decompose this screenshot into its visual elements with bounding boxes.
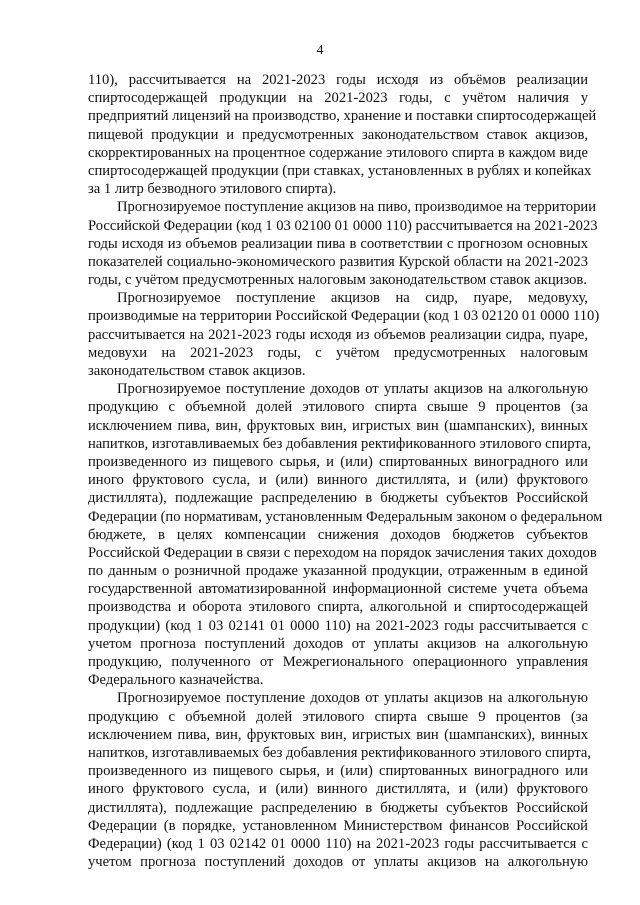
text-line: законодательством ставок акцизов.: [88, 363, 306, 379]
paragraph-alcohol-excise-02142: [88, 689, 592, 871]
text-line: иного фруктового сусла, и (или) винного дистиллята, и (или) фруктового: [88, 472, 588, 489]
text-line: напитков, изготавливаемых без добавления ректификованного этилового спирта,: [88, 744, 592, 761]
text-line: по данным о розничной продаже указанной продукции, отраженным в единой: [88, 563, 588, 580]
text-line: дистиллята), подлежащие распределению в бюджеты субъектов Российской: [88, 799, 588, 816]
text-line: продукцию с объемной долей этилового спирта свыше 9 процентов (за: [88, 399, 588, 416]
text-line: продукцию, полученного от Межрегионального операционного управления: [88, 654, 588, 670]
text-line: Прогнозируемое поступление акцизов на сидр, пуаре, медовуху,: [117, 290, 588, 307]
text-line: дистиллята), подлежащие распределению в бюджеты субъектов Российской: [88, 490, 588, 507]
text-line: рассчитывается на 2021-2023 годы исходя из объемов реализации сидра, пуаре,: [88, 326, 588, 343]
text-line: бюджете, в целях компенсации снижения доходов бюджетов субъектов: [88, 526, 588, 543]
paragraph-alcohol-excise-02141: [88, 380, 603, 689]
text-line: показателей социально-экономического развития Курской области на 2021-2023: [88, 253, 588, 270]
text-line: производимые на территории Российской Федерации (код 1 03 02120 01 0000 110): [88, 308, 600, 325]
text-line: произведенного из пищевого сырья, и (или) спиртованных виноградного или: [88, 763, 588, 780]
text-line: исключением пива, вин, фруктовых вин, игристых вин (шампанских), винных: [88, 726, 588, 743]
text-line: напитков, изготавливаемых без добавления ректификованного этилового спирта,: [88, 435, 592, 452]
text-line: Федерации (по нормативам, установленным Федеральным законом о федеральном: [88, 508, 603, 525]
text-line: спиртосодержащей продукции на 2021-2023 годы, с учётом наличия у: [88, 90, 588, 107]
text-line: спиртосодержащей продукции (при ставках, установленных в рублях и копейках: [88, 162, 592, 179]
text-line: 110), рассчитывается на 2021-2023 годы исходя из объёмов реализации: [88, 72, 588, 88]
text-line: скорректированных на процентное содержание этилового спирта в каждом виде: [88, 144, 588, 161]
text-line: Прогнозируемое поступление доходов от уплаты акцизов на алкогольную: [117, 381, 588, 398]
text-line: Российской Федерации (код 1 03 02100 01 0000 110) рассчитывается на 2021-2023: [88, 217, 598, 234]
text-line: Федерации) (код 1 03 02142 01 0000 110) на 2021-2023 годы рассчитывается с: [88, 835, 588, 852]
text-line: иного фруктового сусла, и (или) винного дистиллята, и (или) фруктового: [88, 781, 588, 798]
text-line: Прогнозируемое поступление доходов от уплаты акцизов на алкогольную: [117, 690, 588, 707]
text-line: продукции) (код 1 03 02141 01 0000 110) на 2021-2023 годы рассчитывается с: [88, 617, 588, 634]
text-line: государственной автоматизированной информационной системе учета объема: [88, 581, 588, 598]
text-line: учетом прогноза поступлений доходов от уплаты акцизов на алкогольную: [88, 854, 588, 871]
paragraph-spirit-products: [88, 71, 597, 198]
text-line: за 1 литр безводного этилового спирта).: [88, 181, 337, 198]
text-line: производства и оборота этилового спирта, алкогольной и спиртосодержащей: [88, 599, 588, 616]
text-line: годы, с учётом предусмотренных налоговым законодательством ставок акцизов.: [88, 272, 587, 289]
text-line: произведенного из пищевого сырья, и (или) спиртованных виноградного или: [88, 453, 588, 470]
text-line: учетом прогноза поступлений доходов от уплаты акцизов на алкогольную: [88, 635, 588, 652]
text-line: Федерального казначейства.: [88, 672, 264, 689]
text-line: медовухи на 2021-2023 годы, с учётом предусмотренных налоговым: [88, 344, 588, 361]
text-line: Федерации (в порядке, установленном Министерством финансов Российской: [88, 817, 588, 834]
text-line: предприятий лицензий на производство, хранение и поставки спиртосодержащей: [88, 108, 597, 125]
text-line: годы исходя из объемов реализации пива в соответствии с прогнозом основных: [88, 235, 588, 252]
text-line: Российской Федерации в связи с переходом на порядок зачисления таких доходов: [88, 544, 597, 561]
paragraph-beer-excise: [88, 198, 598, 289]
text-line: продукцию с объемной долей этилового спирта свыше 9 процентов (за: [88, 708, 588, 725]
page-number: 4: [316, 43, 324, 58]
document-body: [88, 71, 603, 871]
paragraph-cider-excise: [88, 289, 600, 380]
text-line: пищевой продукции и предусмотренных законодательством ставок акцизов,: [88, 126, 588, 143]
text-line: исключением пива, вин, фруктовых вин, игристых вин (шампанских), винных: [88, 417, 588, 434]
text-line: Прогнозируемое поступление акцизов на пиво, производимое на территории: [117, 199, 597, 216]
